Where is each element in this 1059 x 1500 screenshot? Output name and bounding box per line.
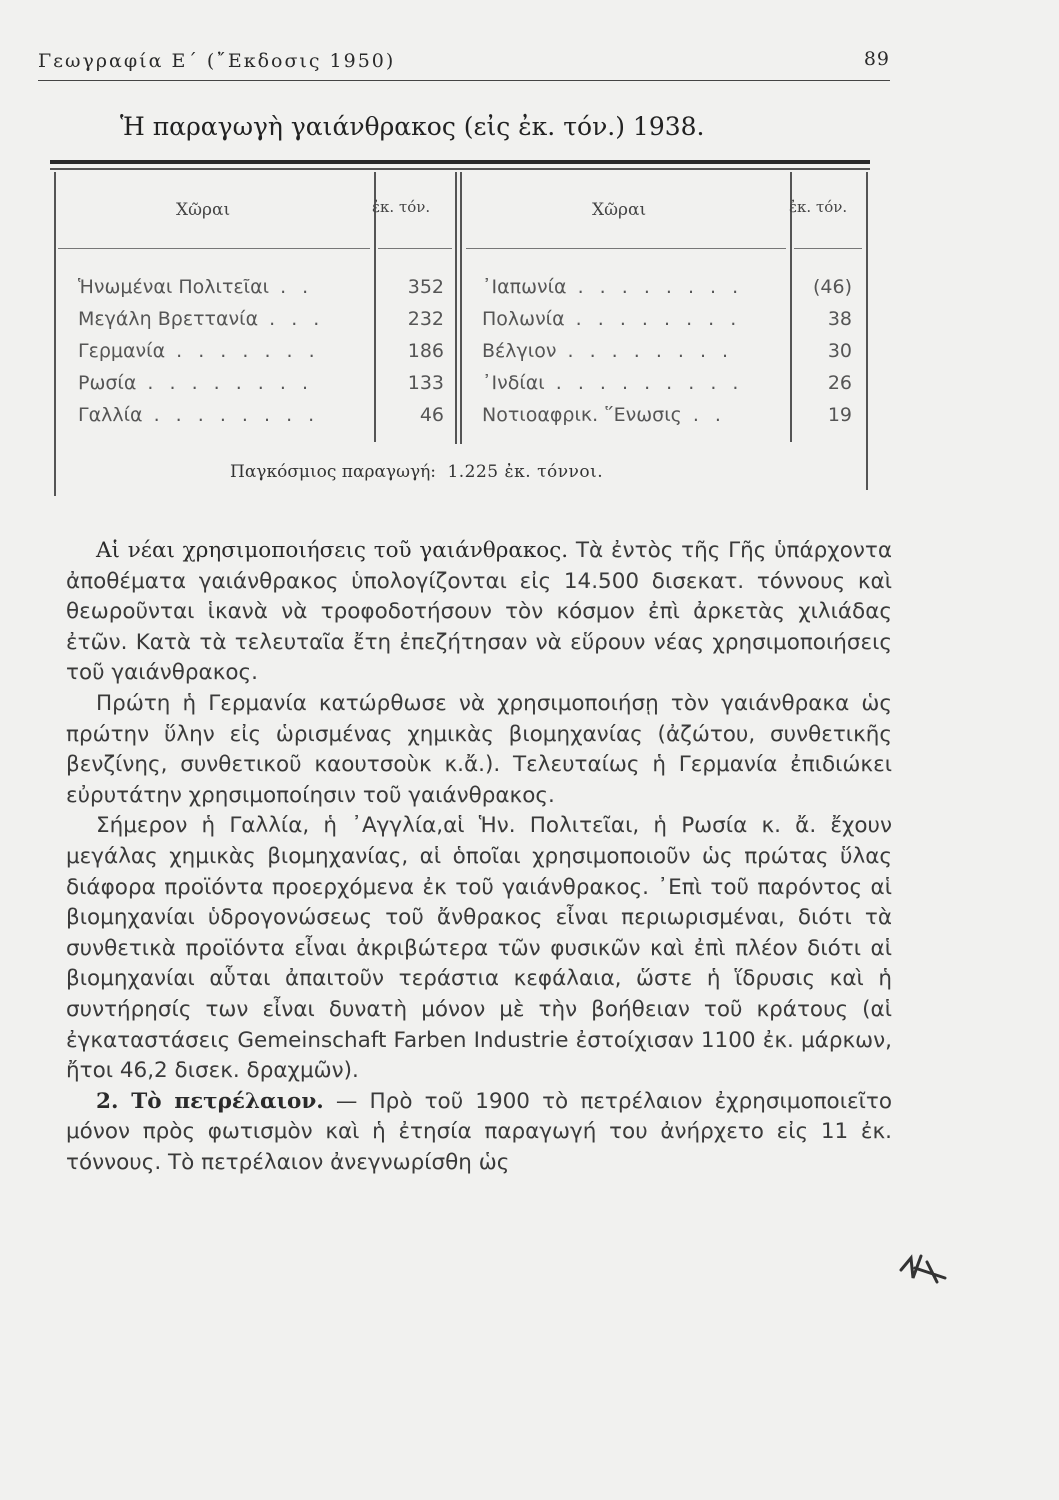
table-row-left-5-value: 46 xyxy=(419,404,444,426)
table-left-border xyxy=(54,172,56,496)
table-row-right-2-value: 38 xyxy=(827,308,852,330)
table-top-rule xyxy=(50,160,870,164)
table-row-right-5-name: Νοτιοαφρικ. ῞Ενωσις . . xyxy=(482,404,726,426)
header-rule-1 xyxy=(58,248,370,249)
table-right-border xyxy=(866,172,868,490)
paragraph-today: Σήμερον ἡ Γαλλία, ἡ ᾿Αγγλία,αἱ Ἡν. Πολιτεῖαι, ἡ Ρωσία κ. ἄ. ἔχουν μεγάλας χημικὰς βιομηχανίας, αἱ ὁποῖαι χρησιμοποιοῦν ὡς πρώτας ὕλας διάφορα προϊόντα προερχόμενα ἐκ τοῦ γαιάνθρακος. ᾿Επὶ τοῦ παρόντος αἱ βιομηχανίαι ὑδρογονώσεως τοῦ ἄνθρακος εἶναι περιωρισμέναι, διότι τὰ συνθετικὰ προϊόντα εἶναι ἀκριβώτερα τῶν φυσικῶν καὶ ἐπὶ πλέον διότι αἱ βιομηχανίαι αὗται ἀπαιτοῦν τεράστια κεφάλαια, ὥστε ἡ ἵδρυσις καὶ ἡ συντήρησίς των εἶναι δυνατὴ μόνον μὲ τὴν βοήθειαν τοῦ κράτους (αἱ ἐγκαταστάσεις Gemeinschaft Farben Industrie ἐστοίχισαν 1100 ἐκ. μάρκων, ἤτοι 46,2 δισεκ. δραχμῶν). xyxy=(66,813,892,1084)
table-row-left-3-value: 186 xyxy=(407,340,444,362)
page-number: 89 xyxy=(863,48,890,70)
header-countries-right: Χῶραι xyxy=(592,200,647,220)
table-row-right-4-value: 26 xyxy=(827,372,852,394)
table-row-left-5-name: Γαλλία . . . . . . . . xyxy=(78,404,320,426)
header-rule-2 xyxy=(378,248,452,249)
running-head xyxy=(38,46,890,81)
paragraph-new-uses: Αἱ νέαι χρησιμοποιήσεις τοῦ γαιάνθρακος. Τὰ ἐντὸς τῆς Γῆς ὑπάρχοντα ἀποθέματα γαιάνθρακος ὑπολογίζονται εἰς 14.500 δισεκατ. τόννους καὶ θεωροῦνται ἱκανὰ νὰ τροφοδοτήσουν τὸν κόσμον ἐπὶ ἀρκετὰς χιλιάδας ἐτῶν. Κατὰ τὰ τελευταῖα ἔτη ἐπεζήτησαν νὰ εὕρουν νέας χρησιμοποιήσεις τοῦ γαιάνθρακος. xyxy=(66,538,893,686)
table-row-right-2-name: Πολωνία . . . . . . . . xyxy=(482,308,742,330)
table-row-right-3-name: Βέλγιον . . . . . . . . xyxy=(482,340,734,362)
table-row-right-1-value: (46) xyxy=(812,276,852,298)
paragraph-petroleum: 2. Τὸ πετρέλαιον. — Πρὸ τοῦ 1900 τὸ πετρέλαιον ἐχρησιμοποιεῖτο μόνον πρὸς φωτισμὸν καὶ ἡ ἐτησία παραγωγή του ἀνήρχετο εἰς 11 ἐκ. τόννους. Τὸ πετρέλαιον ἀνεγνωρίσθη ὡς xyxy=(66,1088,892,1175)
header-countries-left: Χῶραι xyxy=(176,200,231,220)
table-row-left-3-name: Γερμανία . . . . . . . xyxy=(78,340,320,362)
world-production xyxy=(230,462,830,482)
section-heading-petroleum: 2. Τὸ πετρέλαιον. xyxy=(96,1088,324,1114)
header-unit-left: ἐκ. τόν. xyxy=(372,198,431,216)
table-row-left-2-name: Μεγάλη Βρεττανία . . . xyxy=(78,308,325,330)
table-row-right-3-value: 30 xyxy=(827,340,852,362)
table-row-left-1-name: Ἡνωμέναι Πολιτεῖαι . . xyxy=(78,276,314,298)
table-row-left-1-value: 352 xyxy=(407,276,444,298)
world-production-value: 1.225 ἐκ. τόννοι. xyxy=(447,462,604,482)
header-unit-right: ἐκ. τόν. xyxy=(789,198,848,216)
table-divider-3 xyxy=(460,172,462,444)
running-head-title: Γεωγραφία Ε΄ (῎Εκδοσις 1950) xyxy=(38,50,396,72)
table-top-rule-thin xyxy=(50,168,870,170)
body-text xyxy=(66,536,892,1178)
table-divider-2 xyxy=(455,172,457,444)
section-heading-new-uses: Αἱ νέαι χρησιμοποιήσεις τοῦ γαιάνθρακος. xyxy=(96,538,569,563)
table-row-left-2-value: 232 xyxy=(407,308,444,330)
world-production-label: Παγκόσμιος παραγωγή: xyxy=(230,462,437,482)
table-row-left-4-name: Ρωσία . . . . . . . . xyxy=(78,372,314,394)
header-rule-4 xyxy=(794,248,862,249)
table-row-right-1-name: ᾿Ιαπωνία . . . . . . . . xyxy=(482,276,744,298)
table-row-right-4-name: ᾿Ινδίαι . . . . . . . . . xyxy=(482,372,744,394)
table-row-right-5-value: 19 xyxy=(827,404,852,426)
paragraph-germany: Πρώτη ἡ Γερμανία κατώρθωσε νὰ χρησιμοποιήσῃ τὸν γαιάνθρακα ὡς πρώτην ὕλην εἰς ὡρισμένας χημικὰς βιομηχανίας (ἀζώτου, συνθετικῆς βενζίνης, συνθετικοῦ καουτσοὺκ κ.ἄ.). Τελευταίως ἡ Γερμανία ἐπιδιώκει εὐρυτάτην χρησιμοποίησιν τοῦ γαιάνθρακος. xyxy=(66,690,892,808)
table-row-left-4-value: 133 xyxy=(407,372,444,394)
table-title: Ἡ παραγωγὴ γαιάνθρακος (εἰς ἐκ. τόν.) 1938. xyxy=(120,112,705,141)
pen-mark-icon xyxy=(897,1248,949,1288)
header-rule-3 xyxy=(466,248,786,249)
